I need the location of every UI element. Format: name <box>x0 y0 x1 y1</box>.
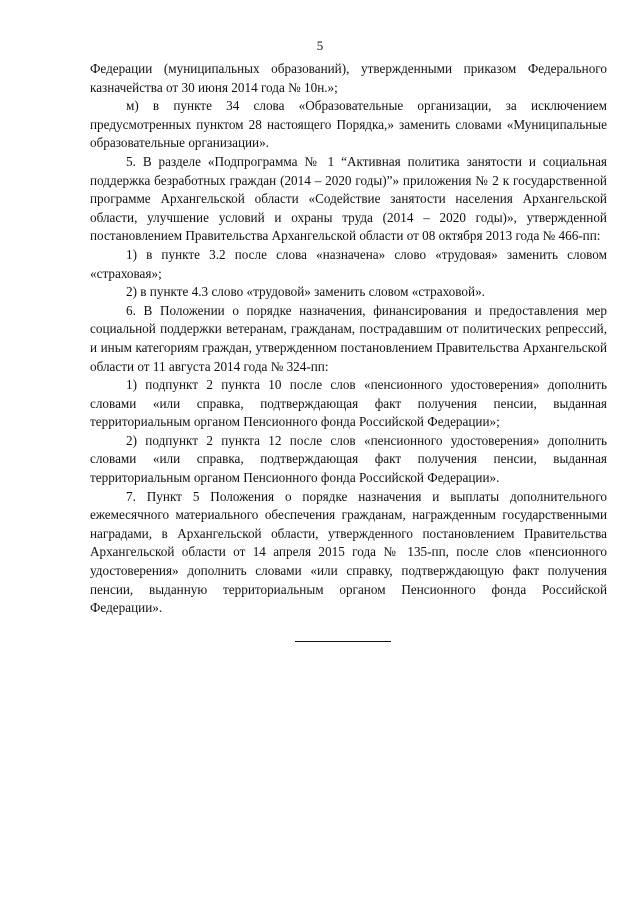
paragraph-item-5-2: 2) в пункте 4.3 слово «трудовой» заменить словом «страховой». <box>126 284 485 300</box>
paragraph-item-6-2: 2) подпункт 2 пункта 12 после слов «пенсионного удостоверения» дополнить словами «или справка, подтверждающая факт получения пенсии, выданная территориальным органом Пенсионного фонда Российской Федерации». <box>90 432 607 486</box>
paragraph-item-6-1: 1) подпункт 2 пункта 10 после слов «пенсионного удостоверения» дополнить словами «или справка, подтверждающая факт получения пенсии, выданная территориальным органом Пенсионного фонда Российской Федерации»; <box>90 377 607 430</box>
paragraph-item-7: 7. Пункт 5 Положения о порядке назначения и выплаты дополнительного ежемесячного материального обеспечения гражданам, награжденным государственными наградами, в Архангельской области, утвержденного постановлением Правительства Архангельской области от 14 апреля 2015 года № 135-пп, после слов «пенсионного удостоверения» дополнить словами «или справку, подтверждающую факт получения пенсии, выданную территориальным органом Пенсионного фонда Российской Федерации». <box>90 488 607 616</box>
paragraph-continuation: Федерации (муниципальных образований), утвержденными приказом Федерального казначейства от 30 июня 2014 года № 10н.»; <box>90 61 607 95</box>
paragraph-item-6: 6. В Положении о порядке назначения, финансирования и предоставления мер социальной поддержки ветеранам, гражданам, пострадавшим от политических репрессий, и иным категориям граждан, утвержденном постановлением Правительства Архангельской области от 11 августа 2014 года № 324-пп: <box>90 302 607 374</box>
end-of-document-rule <box>295 641 391 642</box>
document-body <box>90 60 607 618</box>
paragraph-item-5: 5. В разделе «Подпрограмма № 1 “Активная политика занятости и социальная поддержка безработных граждан (2014 – 2020 годы)”» приложения № 2 к государственной программе Архангельской области «Содействие занятости населения Архангельской области, улучшение условий и охраны труда (2014 – 2020 годы)», утвержденной постановлением Правительства Архангельской области от 08 октября 2013 года № 466-пп: <box>90 153 607 244</box>
page-number: 5 <box>316 38 324 53</box>
paragraph-subitem-m: м) в пункте 34 слова «Образовательные организации, за исключением предусмотренных пунктом 28 настоящего Порядка,» заменить словами «Муниципальные образовательные организации». <box>90 98 607 151</box>
paragraph-item-5-1: 1) в пункте 3.2 после слова «назначена» слово «трудовая» заменить словом «страховая»; <box>90 246 607 281</box>
